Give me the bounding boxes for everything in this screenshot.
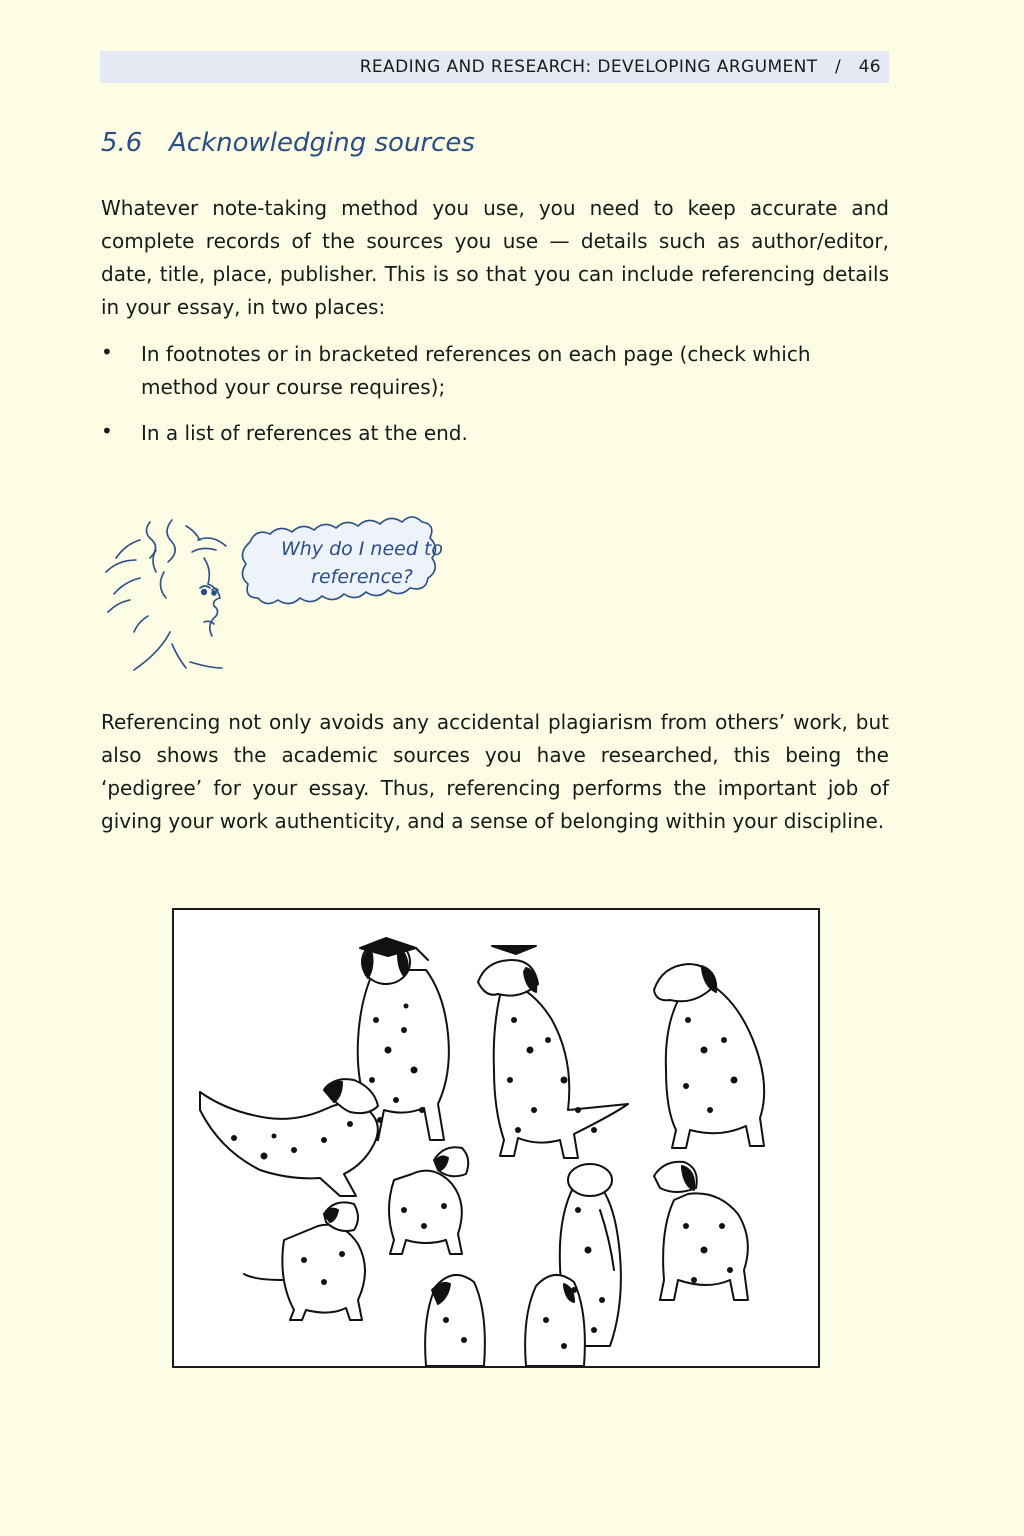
list-item bbox=[101, 338, 889, 404]
dalmatian-sitting-icon bbox=[654, 1162, 748, 1300]
running-header bbox=[100, 51, 889, 83]
bullet-icon: • bbox=[101, 340, 113, 364]
list-item bbox=[101, 417, 889, 450]
intro-paragraph: Whatever note-taking method you use, you need to keep accurate and complete records of the sources you use — details such as author/editor, date, title, place, publisher. This is so that you can include referencing details in your essay, in two places: bbox=[101, 196, 889, 319]
header-separator: / bbox=[835, 57, 842, 77]
dalmatian-graduate-icon bbox=[478, 946, 628, 1158]
running-title: READING AND RESEARCH: DEVELOPING ARGUMENT bbox=[359, 57, 818, 77]
section-number: 5.6 bbox=[101, 128, 143, 158]
bullet-text: In footnotes or in bracketed references on each page (check which method your course requires); bbox=[141, 342, 811, 399]
dalmatian-sitting-icon bbox=[654, 964, 764, 1148]
section-heading bbox=[101, 128, 475, 158]
bullet-text: In a list of references at the end. bbox=[141, 421, 468, 445]
speech-line: Why do I need to bbox=[280, 538, 444, 560]
dalmatian-puppy-icon bbox=[389, 1147, 468, 1254]
page-number: 46 bbox=[858, 57, 881, 77]
dalmatian-dogs-icon bbox=[174, 910, 818, 1366]
bullet-list bbox=[101, 338, 889, 463]
dalmatians-figure bbox=[172, 908, 820, 1368]
section-title: Acknowledging sources bbox=[169, 128, 475, 158]
speech-line: reference? bbox=[311, 566, 413, 588]
speech-bubble bbox=[262, 535, 462, 591]
body-paragraph: Referencing not only avoids any accidental plagiarism from others’ work, but also shows the academic sources you have researched, this being the ‘pedigree’ for your essay. Thus, referencing performs the important job of giving your work authenticity, and a sense of belonging within your discipline. bbox=[101, 710, 889, 833]
dalmatian-head-icon bbox=[425, 1275, 485, 1366]
dalmatian-crouching-icon bbox=[200, 1079, 378, 1196]
running-header-text bbox=[360, 57, 881, 77]
bullet-icon: • bbox=[101, 419, 113, 443]
